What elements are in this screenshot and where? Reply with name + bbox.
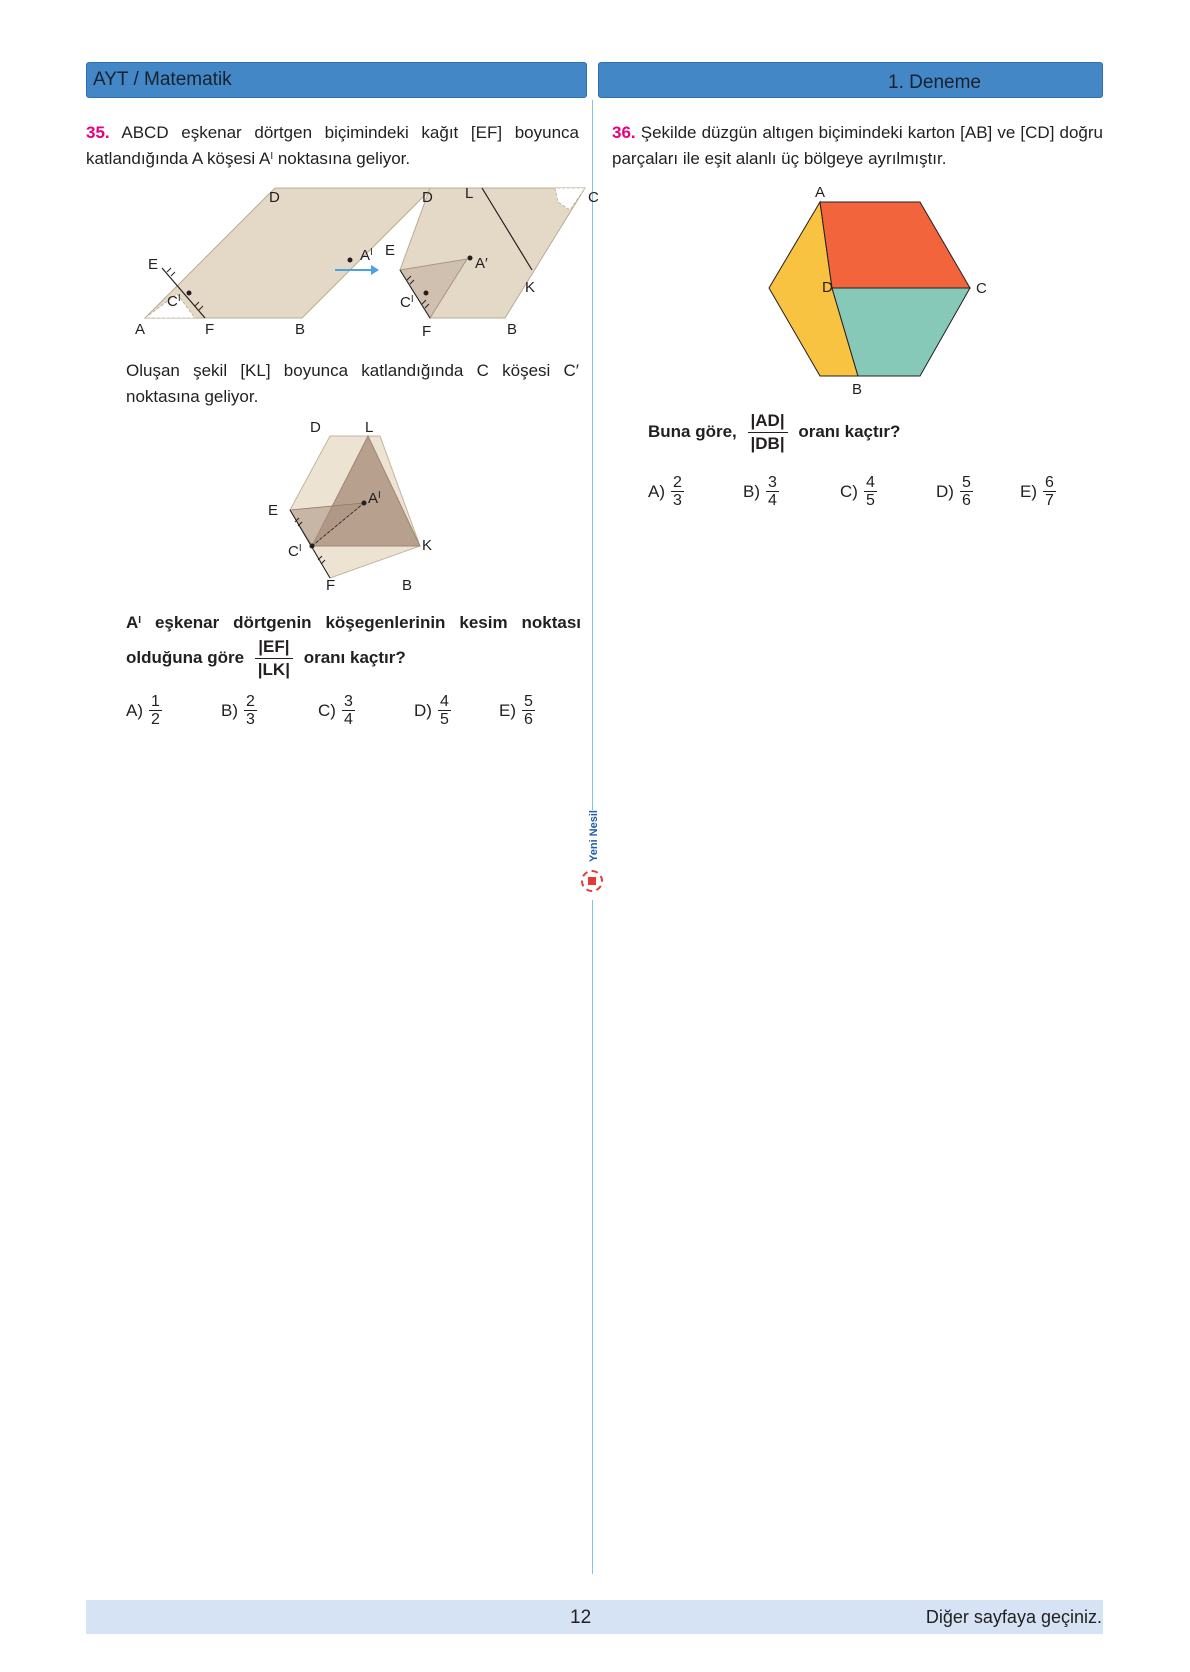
q36-ratio <box>748 410 788 455</box>
q36-body: Şekilde düzgün altıgen biçimindeki karton [AB] ve [CD] doğru parçaları ile eşit alanlı üç bölgeye ayrılmıştır. <box>612 123 1103 168</box>
label-c: C <box>588 189 599 206</box>
q36-text <box>612 120 1103 172</box>
logo-text: Yeni Nesil <box>588 810 600 862</box>
label-a: A <box>135 321 146 338</box>
q35-choice-a[interactable]: A) $\frac{1}{2}$ <box>126 693 160 728</box>
header-right <box>598 62 1103 98</box>
tick-mark <box>171 272 175 276</box>
ratio-denominator: |LK| <box>257 660 290 679</box>
q35-choice-e[interactable]: E) $\frac{5}{6}$ <box>499 693 533 728</box>
q35-bold-a: A <box>126 613 139 632</box>
q35-ratio <box>255 636 293 681</box>
q35-choice-d[interactable]: D) $\frac{4}{5}$ <box>414 693 449 728</box>
point-c-prime <box>187 291 192 296</box>
q35-figure-3 <box>260 418 450 598</box>
label-l: L <box>365 419 374 436</box>
q36-prompt <box>648 410 900 455</box>
q35-choice-c[interactable]: C) $\frac{3}{4}$ <box>318 693 353 728</box>
label-c-prime: $C^I$ <box>167 293 181 310</box>
publisher-logo <box>578 810 608 900</box>
label-k: K <box>422 537 433 554</box>
label-c-prime: $C^I$ <box>288 543 302 560</box>
q36-prompt-a: Buna göre, <box>648 421 742 441</box>
q36-choice-e[interactable]: E) $\frac{6}{7}$ <box>1020 474 1054 509</box>
label-a-prime: $A^I$ <box>360 247 373 264</box>
q35-text <box>86 120 579 172</box>
q36-number: 36. <box>612 123 636 142</box>
label-a: A <box>815 184 826 201</box>
point-a-prime <box>362 501 367 506</box>
tick-mark <box>167 268 171 272</box>
header-left-title: AYT / Matematik <box>93 69 232 90</box>
q35-bold-c: oranı kaçtır? <box>303 647 406 667</box>
q36-hexagon-figure <box>760 180 1000 400</box>
label-c: C <box>976 280 987 297</box>
q35-text-2: Oluşan şekil [KL] boyunca katlandığında C köşesi C′ noktasına geliyor. <box>126 361 579 406</box>
page-number: 12 <box>570 1607 592 1628</box>
point-a-prime <box>468 256 473 261</box>
label-f: F <box>205 321 215 338</box>
label-a-prime: $A^I$ <box>368 490 381 507</box>
label-a-prime: A′ <box>475 255 488 272</box>
q36-choice-d[interactable]: D) $\frac{5}{6}$ <box>936 474 971 509</box>
header-right-title: 1. Deneme <box>888 72 981 93</box>
q36-choice-b[interactable]: B) $\frac{3}{4}$ <box>743 474 777 509</box>
label-l: L <box>465 185 474 202</box>
header-left <box>86 62 587 98</box>
logo-icon <box>581 870 603 892</box>
ratio-denominator: |DB| <box>750 434 785 453</box>
q35-prime: I <box>270 151 274 162</box>
label-k: K <box>525 279 536 296</box>
point-c-prime <box>424 291 429 296</box>
ratio-numerator: |AD| <box>748 410 788 433</box>
hexagon-region-orange <box>820 202 970 288</box>
label-f: F <box>422 323 432 340</box>
q35-number: 35. <box>86 123 110 142</box>
q35-prompt: $A^I$ eşkenar dörtgenin köşegenlerinin kesim noktası olduğuna göre $\frac{|EF|}{|LK|}$ oranı kaçtır? <box>126 613 581 679</box>
label-b: B <box>295 321 306 338</box>
label-d: D <box>269 189 280 206</box>
ratio-numerator: |EF| <box>255 636 293 659</box>
next-page-note: Diğer sayfaya geçiniz. <box>925 1607 1102 1627</box>
label-d: D <box>822 279 833 296</box>
q35-choice-b[interactable]: B) $\frac{2}{3}$ <box>221 693 255 728</box>
arrow-right-icon <box>335 262 381 278</box>
label-c-prime: $C^I$ <box>400 294 414 311</box>
point-c-prime <box>310 544 315 549</box>
label-d: D <box>422 189 433 206</box>
label-f: F <box>326 577 336 594</box>
q35-figure-2 <box>380 180 600 345</box>
q36-prompt-b: oranı kaçtır? <box>798 421 901 441</box>
q35-text-a: ABCD eşkenar dörtgen biçimindeki kağıt [EF] boyunca katlandığında A köşesi A <box>86 123 579 168</box>
label-e: E <box>385 242 396 259</box>
q35-bold-b: eşkenar dörtgenin köşegenlerinin kesim noktası olduğuna göre <box>126 613 581 667</box>
label-d: D <box>310 419 321 436</box>
q35-text-b: noktasına geliyor. <box>273 149 411 168</box>
q36-choice-c[interactable]: C) $\frac{4}{5}$ <box>840 474 875 509</box>
label-b: B <box>507 321 518 338</box>
label-e: E <box>268 502 279 519</box>
label-e: E <box>148 256 159 273</box>
label-b: B <box>402 577 413 594</box>
q36-choice-a[interactable]: A) $\frac{2}{3}$ <box>648 474 682 509</box>
label-b: B <box>852 381 863 398</box>
